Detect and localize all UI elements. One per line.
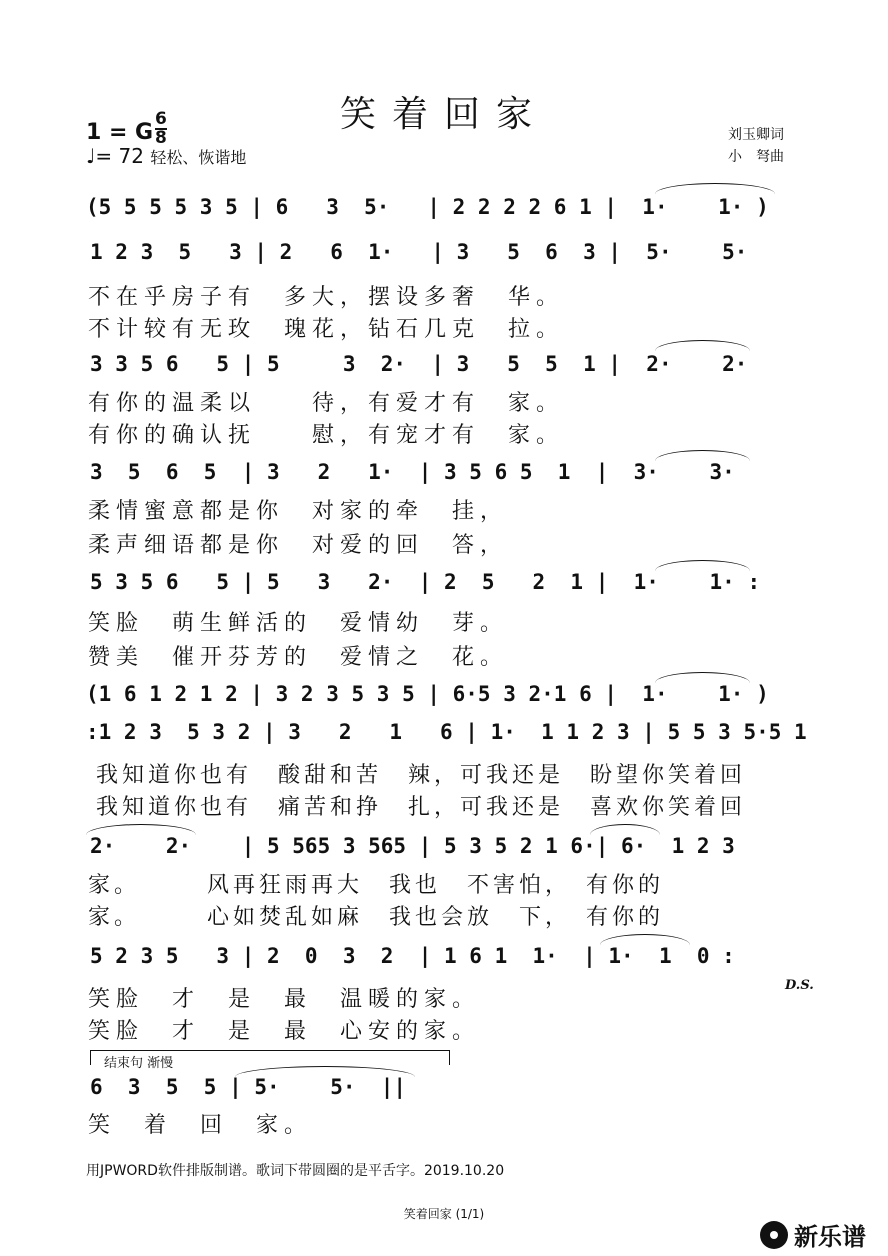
page-number: 笑着回家 (1/1) (403, 1207, 485, 1221)
lyric-line-8b: 家。 心如焚乱如麻 我也会放 下， 有你的 (88, 905, 665, 930)
composer-credit: 小 弩曲 (728, 149, 784, 165)
slur-mark (590, 824, 660, 835)
slur-mark (655, 672, 750, 683)
lyric-line-7b: 我知道你也有 痛苦和挣 扎，可我还是 喜欢你笑着回 (96, 795, 747, 820)
lyric-line-5b: 赞美 催开芬芳的 爱情之 花。 (88, 645, 509, 670)
lyric-line-2a: 不在乎房子有 多大，摆设多奢 华。 (88, 285, 565, 310)
time-signature (155, 109, 167, 148)
notation-line-4: 3 5 6 5 | 3 2 1· | 3 5 6 5 1 | 3· 3· (90, 460, 735, 484)
slur-mark (655, 450, 750, 461)
page-title: 笑着回家 (339, 94, 548, 135)
tempo-marking (86, 144, 246, 168)
lyric-line-3a: 有你的温柔以 待，有爱才有 家。 (88, 391, 565, 416)
slur-mark (235, 1066, 415, 1077)
notation-line-9: 5 2 3 5 3 | 2 0 3 2 | 1 6 1 1· | 1· 1 0 : (90, 944, 735, 968)
slur-mark (600, 934, 690, 945)
lyricist-credit: 刘玉卿词 (728, 127, 784, 143)
logo-text: 新乐谱 (794, 1223, 866, 1251)
site-logo (760, 1217, 866, 1252)
notation-line-2: 1 2 3 5 3 | 2 6 1· | 3 5 6 3 | 5· 5· (90, 240, 748, 264)
lyric-line-4b: 柔声细语都是你 对爱的回 答， (88, 533, 509, 558)
slur-mark (655, 560, 750, 571)
notation-line-1: (5 5 5 5 3 5 | 6 3 5· | 2 2 2 2 6 1 | 1· 1· ) (86, 195, 769, 219)
key-signature: 1 = G (86, 120, 154, 145)
notation-line-7: :1 2 3 5 3 2 | 3 2 1 6 | 1· 1 1 2 3 | 5 5 3 5·5 1 (86, 720, 807, 744)
meter-top: 6 (155, 109, 167, 129)
lyric-line-5a: 笑脸 萌生鲜活的 爱情幼 芽。 (88, 611, 509, 636)
tempo-value: ♩= 72 (86, 144, 144, 168)
ending-tempo: 渐慢 (147, 1056, 174, 1071)
ending-label (104, 1052, 173, 1071)
slur-mark (86, 824, 196, 835)
notation-line-5: 5 3 5 6 5 | 5 3 2· | 2 5 2 1 | 1· 1· : (90, 570, 761, 594)
slur-mark (655, 183, 775, 194)
disc-icon (760, 1221, 788, 1249)
lyric-line-9a: 笑脸 才 是 最 温暖的家。 (88, 987, 481, 1012)
notation-line-10: 6 3 5 5 | 5· 5· || (90, 1075, 407, 1099)
slur-mark (655, 340, 750, 351)
meter-bottom: 8 (155, 128, 167, 148)
lyric-line-10: 笑 着 回 家。 (88, 1113, 313, 1138)
notation-line-3: 3 3 5 6 5 | 5 3 2· | 3 5 5 1 | 2· 2· (90, 352, 748, 376)
lyric-line-8a: 家。 风再狂雨再大 我也 不害怕， 有你的 (88, 873, 665, 898)
footnote: 用JPWORD软件排版制谱。歌词下带圆圈的是平舌字。2019.10.20 (86, 1163, 505, 1179)
lyric-line-7a: 我知道你也有 酸甜和苦 辣，可我还是 盼望你笑着回 (96, 763, 747, 788)
lyric-line-9b: 笑脸 才 是 最 心安的家。 (88, 1019, 481, 1044)
ending-text: 结束句 (104, 1056, 144, 1071)
expression-mark: 轻松、恢谐地 (150, 148, 247, 167)
notation-line-6: (1 6 1 2 1 2 | 3 2 3 5 3 5 | 6·5 3 2·1 6 | 1· 1· ) (86, 682, 769, 706)
notation-line-8: 2· 2· | 5 565 3 565 | 5 3 5 2 1 6·| 6· 1 2 3 (90, 834, 735, 858)
lyric-line-4a: 柔情蜜意都是你 对家的牵 挂， (88, 499, 509, 524)
lyric-line-2b: 不计较有无玫 瑰花，钻石几克 拉。 (88, 317, 565, 342)
lyric-line-3b: 有你的确认抚 慰，有宠才有 家。 (88, 423, 565, 448)
ds-mark: D.S. (785, 978, 814, 993)
